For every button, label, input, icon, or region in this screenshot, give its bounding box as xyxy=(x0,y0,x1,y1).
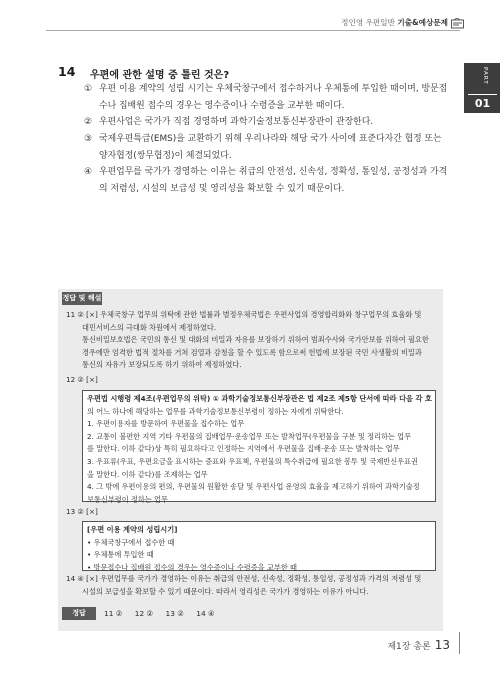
solution-line: 시설의 보급성을 확보할 수 있기 때문이다. 따라서 영리성은 국가가 경영하는 이유가 아니다. xyxy=(82,586,369,596)
solution-line: 경우에만 엄격한 법적 절차를 거쳐 검열과 감청을 할 수 있도록 함으로써 헌법에 보장된 국민 사생활의 비밀과 xyxy=(82,347,422,357)
footer-rule xyxy=(459,632,460,654)
option-number: ③ xyxy=(84,134,92,144)
header-rule xyxy=(46,30,460,31)
solution-13: 13 ② [×] xyxy=(66,507,98,516)
option-4 xyxy=(84,164,450,197)
option-3 xyxy=(84,131,450,164)
box-item: • 우체통에 투입한 때 xyxy=(87,550,154,560)
part-number: 01 xyxy=(468,94,497,110)
solution-line: 14 ④ [×] 우편업무를 국가가 경영하는 이유는 취급의 안전성, 신속성, 정확성, 통일성, 공정성과 가격의 저렴성 및 xyxy=(66,574,422,583)
law-line: 의 어느 하나에 해당하는 업무를 과학기술정보통신부령이 정하는 자에게 위탁한다. xyxy=(87,406,344,416)
answer-tag: 정답 xyxy=(62,607,96,620)
option-1 xyxy=(84,81,450,114)
book-title-bold: 기출&예상문제 xyxy=(397,18,448,27)
answer-item: 13 ② xyxy=(165,609,184,618)
option-number: ② xyxy=(84,117,92,127)
law-line: 4. 그 밖에 우편이용의 편의, 우편물의 원활한 송달 및 우편사업 운영의 효율을 제고하기 위하여 과학기술정 xyxy=(87,482,420,492)
option-text: 우편사업은 국가가 직접 경영하며 과학기술정보통신부장관이 관장한다. xyxy=(99,117,374,127)
page-number: 13 xyxy=(434,638,450,652)
page-footer xyxy=(387,638,450,652)
solution-14 xyxy=(66,573,421,598)
law-line: 보통신부령이 정하는 업무 xyxy=(87,494,168,504)
question-number: 14 xyxy=(58,64,76,79)
contract-timing-box xyxy=(82,521,436,571)
law-excerpt-box xyxy=(82,390,436,502)
option-text: 우편 이용 계약의 성립 시기는 우체국창구에서 접수하거나 우체통에 투입한 때이며, 방문접수나 집배원 접수의 경우는 영수증이나 수령증을 교부한 때이다. xyxy=(99,84,448,111)
option-number: ① xyxy=(84,84,92,94)
law-line: 2. 교통이 불편한 지역 기타 우편물의 집배업무·운송업무 또는 발착업무(우편물을 구분 및 정리하는 업무 xyxy=(87,431,412,441)
answer-item: 14 ④ xyxy=(196,609,215,618)
option-text: 국제우편특급(EMS)을 교환하기 위해 우리나라와 해당 국가 사이에 표준다자간 협정 또는 양자협정(쌍무협정)이 체결되었다. xyxy=(99,134,442,161)
answer-item: 12 ② xyxy=(134,609,154,618)
question-stem: 우편에 관한 설명 중 틀린 것은? xyxy=(90,70,230,81)
book-title: 정인영 우편일반 xyxy=(341,18,398,27)
part-tab xyxy=(464,63,500,113)
book-logo-icon xyxy=(451,14,464,25)
solution-12: 12 ② [×] xyxy=(66,375,98,384)
solution-line: 대민서비스의 극대화 차원에서 제정하였다. xyxy=(82,322,217,332)
answer-item: 11 ② xyxy=(104,609,123,618)
law-line: 을 말한다. 이하 같다)를 조제하는 업무 xyxy=(87,469,208,479)
solution-line: 통신비밀보호법은 국민의 통신 및 대화의 비밀과 자유를 보장하기 위하여 범죄수사와 국가안보를 위하여 필요한 xyxy=(82,335,429,345)
law-line: 3. 우표류(우표, 우편요금을 표시하는 증표와 우표책, 우편물의 특수취급에 필요한 봉투 및 국제반신우표권 xyxy=(87,456,418,466)
box-item: • 방문접수나 집배원 접수의 경우는 영수증이나 수령증을 교부한 때 xyxy=(87,562,297,572)
chapter-label: 제1장 총론 xyxy=(387,642,431,652)
option-2 xyxy=(84,114,450,131)
answer-key xyxy=(104,607,225,620)
box-item: • 우체국창구에서 접수한 때 xyxy=(87,537,175,547)
box-title: [우편 이용 계약의 성립시기] xyxy=(87,525,178,534)
part-label: PART xyxy=(482,67,488,85)
solution-11 xyxy=(66,309,429,372)
solution-line: 통신의 자유가 보장되도록 하기 위하여 제정하였다. xyxy=(82,360,242,370)
law-line: 를 말한다. 이하 같다)상 특히 필요하다고 인정하는 지역에서 우편물을 집배·운송 또는 발착하는 업무 xyxy=(87,444,400,454)
option-number: ④ xyxy=(84,167,92,177)
solution-line: 11 ② [×] 우체국창구 업무의 위탁에 관한 법률과 별정우체국법은 우편사업의 경영합리화와 창구업무의 효율화 및 xyxy=(66,310,422,319)
solution-tag: 정답 및 해설 xyxy=(62,292,102,305)
running-header xyxy=(341,17,448,28)
law-line: 1. 우편이용자를 방문하여 우편물을 접수하는 업무 xyxy=(87,419,245,429)
law-line: 우편법 시행령 제4조(우편업무의 위탁) ① 과학기술정보통신부장관은 법 제2조 제5항 단서에 따라 다음 각 호 xyxy=(87,394,432,403)
option-text: 우편업무를 국가가 경영하는 이유는 취급의 안전성, 신속성, 정확성, 통일성, 공정성과 가격의 저렴성, 시설의 보급성 및 영리성을 확보할 수 있기 때문이다. xyxy=(99,167,448,194)
